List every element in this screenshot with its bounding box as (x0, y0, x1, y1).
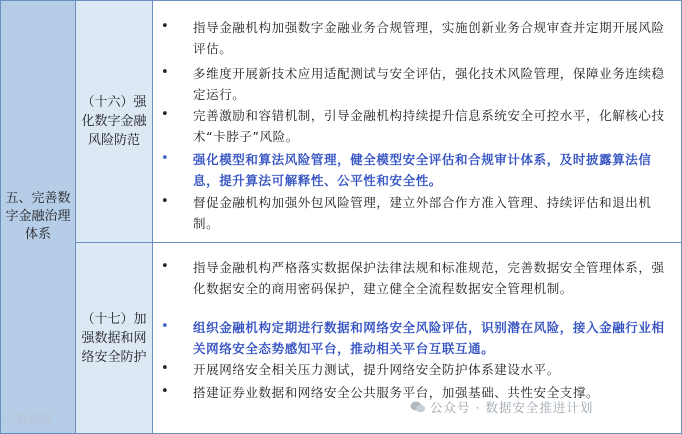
category-label-17: （十七）加强数据和网络安全防护 (81, 311, 147, 365)
measure-text: 开展网络安全相关压力测试，提升网络安全防护体系建设水平。 (193, 362, 560, 377)
bullet-icon: • (161, 319, 169, 334)
bullet-icon: • (161, 19, 169, 34)
measure-text: 强化模型和算法风险管理，健全模型安全评估和合规审计体系，及时披露算法信息，提升算法可解释性、公平性和安全性。 (193, 152, 652, 188)
section-cell (1, 1, 76, 433)
bullet-icon: • (161, 194, 169, 209)
row-divider (153, 242, 681, 243)
measure-text: 搭建证券业数据和网络安全公共服务平台，加强基础、共性安全支撑。 (193, 385, 600, 400)
category-cell-16 (76, 1, 153, 243)
bullet-icon: • (161, 361, 169, 376)
bullet-icon: • (161, 384, 169, 399)
measure-text: 完善激励和容错机制，引导金融机构持续提升信息系统安全可控水平，化解核心技术“卡脖子”风险。 (193, 108, 665, 144)
bullet-icon: • (161, 65, 169, 80)
measure-text: 督促金融机构加强外包风险管理，建立外部合作方准入管理、持续评估和退出机制。 (193, 195, 652, 231)
measure-text: 组织金融机构定期进行数据和网络安全风险评估，识别潜在风险，接入金融行业相关网络安全态势感知平台，推动相关平台互联互通。 (193, 320, 665, 356)
watermark-right-text: 公众号 · 数据安全推进计划 (430, 400, 594, 415)
bullet-icon: • (161, 259, 169, 274)
section-label: 五、完善数字金融治理体系 (5, 191, 71, 242)
measures-column (153, 1, 681, 433)
measure-text: 指导金融机构加强数字金融业务合规管理，实施创新业务合规审查并定期开展风险评估。 (193, 20, 665, 56)
watermark-left (4, 410, 52, 427)
watermark-right (410, 398, 593, 416)
measure-text: 指导金融机构严格落实数据保护法律法规和标准规范，完善数据安全管理体系，强化数据安全的商用密码保护，建立健全全流程数据安全管理机制。 (193, 260, 665, 296)
category-label-16: （十六）强化数字金融风险防范 (81, 95, 147, 148)
category-cell-17 (76, 243, 153, 433)
bullet-icon: • (161, 107, 169, 122)
bullet-icon: • (161, 151, 169, 166)
watermark-left-text: 大数跨境 (4, 412, 53, 426)
measure-text: 多维度开展新技术应用适配测试与安全评估，强化技术风险管理，保障业务连续稳定运行。 (193, 66, 665, 102)
wechat-icon (410, 400, 426, 414)
